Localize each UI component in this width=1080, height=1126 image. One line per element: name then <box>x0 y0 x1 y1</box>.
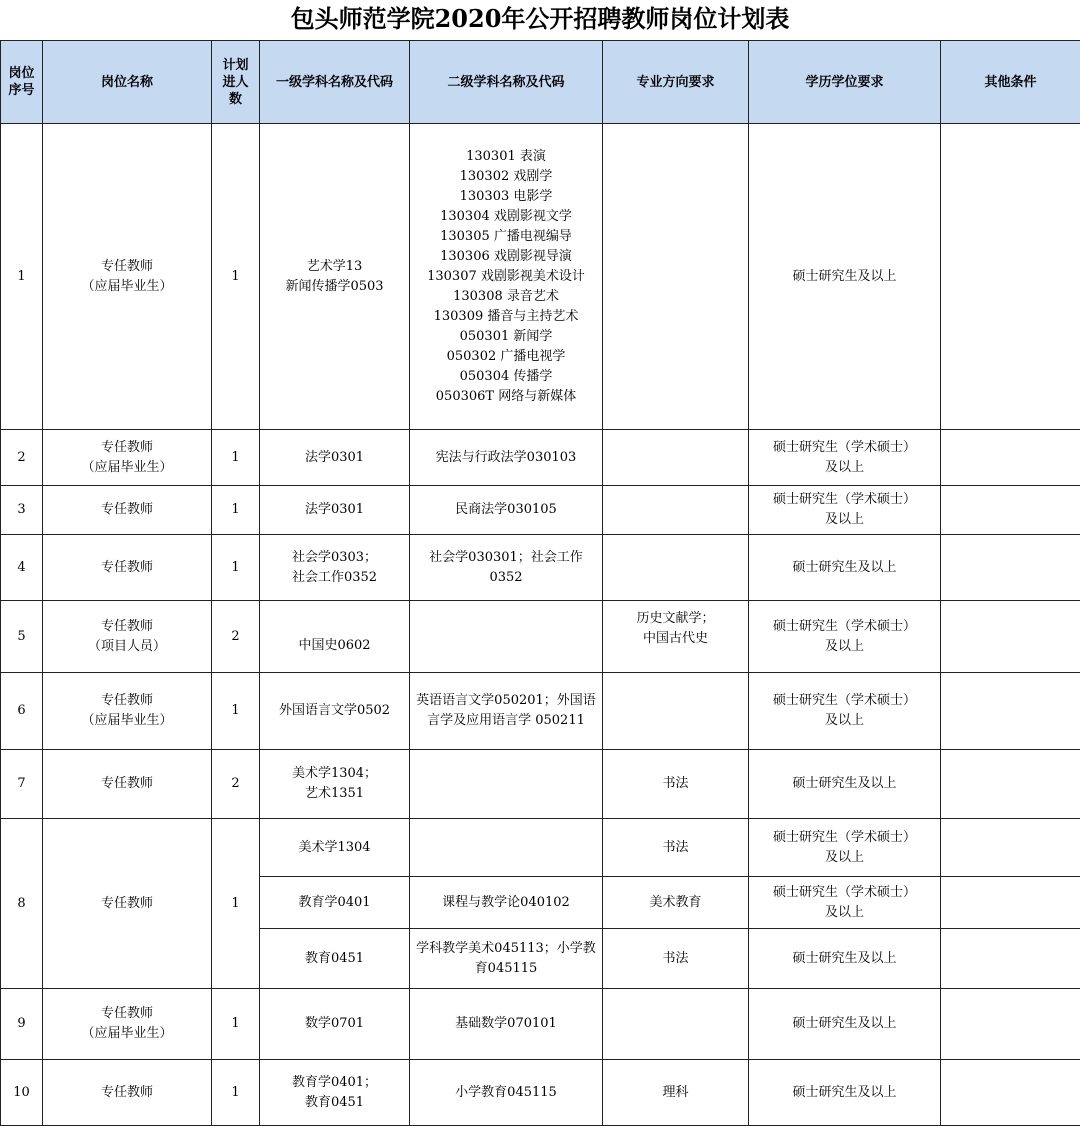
table-row <box>1 673 1080 750</box>
cell-major-requirement <box>603 989 749 1060</box>
cell-other-conditions <box>941 877 1080 929</box>
cell-post-name: 专任教师 <box>43 750 212 819</box>
cell-major-requirement: 书法 <box>603 819 749 877</box>
table-row <box>1 989 1080 1060</box>
cell-degree-requirement: 硕士研究生及以上 <box>749 750 941 819</box>
cell-seq: 9 <box>1 989 43 1060</box>
cell-seq: 6 <box>1 673 43 750</box>
cell-seq: 7 <box>1 750 43 819</box>
cell-other-conditions <box>941 929 1080 989</box>
table-row <box>1 750 1080 819</box>
cell-major-requirement <box>603 535 749 601</box>
page-title: 包头师范学院2020年公开招聘教师岗位计划表 <box>290 4 790 33</box>
cell-major-requirement: 书法 <box>603 750 749 819</box>
cell-post-name: 专任教师 <box>43 1060 212 1126</box>
cell-major-requirement <box>603 124 749 430</box>
cell-first-discipline: 艺术学13 新闻传播学0503 <box>260 124 410 430</box>
cell-post-name: 专任教师 （应届毕业生） <box>43 124 212 430</box>
header-degree-requirement: 学历学位要求 <box>749 41 941 124</box>
cell-post-name: 专任教师 <box>43 819 212 989</box>
cell-major-requirement <box>603 673 749 750</box>
header-row <box>1 41 1080 124</box>
table-row <box>1 535 1080 601</box>
cell-post-name: 专任教师 （应届毕业生） <box>43 430 212 486</box>
cell-second-discipline: 课程与教学论040102 <box>410 877 603 929</box>
cell-other-conditions <box>941 486 1080 535</box>
cell-post-name: 专任教师 （应届毕业生） <box>43 989 212 1060</box>
cell-degree-requirement: 硕士研究生（学术硕士） 及以上 <box>749 430 941 486</box>
cell-seq: 3 <box>1 486 43 535</box>
cell-plan-count: 1 <box>212 535 260 601</box>
cell-degree-requirement: 硕士研究生（学术硕士） 及以上 <box>749 601 941 673</box>
cell-major-requirement: 美术教育 <box>603 877 749 929</box>
cell-first-discipline: 法学0301 <box>260 430 410 486</box>
cell-first-discipline: 外国语言文学0502 <box>260 673 410 750</box>
cell-plan-count: 2 <box>212 750 260 819</box>
cell-degree-requirement: 硕士研究生（学术硕士） 及以上 <box>749 673 941 750</box>
header-seq: 岗位 序号 <box>1 41 43 124</box>
table-row <box>1 430 1080 486</box>
cell-other-conditions <box>941 601 1080 673</box>
cell-degree-requirement: 硕士研究生及以上 <box>749 929 941 989</box>
cell-second-discipline <box>410 750 603 819</box>
header-major-requirement: 专业方向要求 <box>603 41 749 124</box>
cell-other-conditions <box>941 1060 1080 1126</box>
cell-first-discipline: 美术学1304 <box>260 819 410 877</box>
cell-degree-requirement: 硕士研究生（学术硕士） 及以上 <box>749 486 941 535</box>
table-row <box>1 819 1080 877</box>
recruitment-plan-table <box>0 40 1080 1126</box>
table-row <box>1 486 1080 535</box>
cell-second-discipline: 英语语言文学050201；外国语 言学及应用语言学 050211 <box>410 673 603 750</box>
cell-other-conditions <box>941 124 1080 430</box>
cell-other-conditions <box>941 989 1080 1060</box>
cell-second-discipline: 社会学030301；社会工作0352 <box>410 535 603 601</box>
cell-major-requirement <box>603 486 749 535</box>
cell-first-discipline: 数学0701 <box>260 989 410 1060</box>
cell-seq: 1 <box>1 124 43 430</box>
cell-other-conditions <box>941 673 1080 750</box>
cell-second-discipline: 民商法学030105 <box>410 486 603 535</box>
cell-major-requirement: 理科 <box>603 1060 749 1126</box>
header-first-discipline: 一级学科名称及代码 <box>260 41 410 124</box>
cell-second-discipline: 学科教学美术045113；小学教 育045115 <box>410 929 603 989</box>
cell-first-discipline: 教育0451 <box>260 929 410 989</box>
cell-second-discipline: 宪法与行政法学030103 <box>410 430 603 486</box>
cell-plan-count: 1 <box>212 819 260 989</box>
cell-degree-requirement: 硕士研究生（学术硕士） 及以上 <box>749 877 941 929</box>
cell-major-requirement: 书法 <box>603 929 749 989</box>
cell-plan-count: 1 <box>212 486 260 535</box>
cell-other-conditions <box>941 819 1080 877</box>
cell-seq: 2 <box>1 430 43 486</box>
cell-second-discipline: 130301 表演 130302 戏剧学 130303 电影学 130304 戏剧影视文学 130305 广播电视编导 130306 戏剧影视导演 130307 戏剧影视美术设计 130308 录音艺术 130309 播音与主持艺术 050301 新闻学 050302 广播电视学 050304 传播学 050306T 网络与新媒体 <box>410 124 603 430</box>
cell-first-discipline: 美术学1304； 艺术1351 <box>260 750 410 819</box>
header-second-discipline: 二级学科名称及代码 <box>410 41 603 124</box>
cell-major-requirement <box>603 430 749 486</box>
table-row <box>1 1060 1080 1126</box>
cell-degree-requirement: 硕士研究生及以上 <box>749 1060 941 1126</box>
cell-post-name: 专任教师 （应届毕业生） <box>43 673 212 750</box>
cell-post-name: 专任教师 （项目人员） <box>43 601 212 673</box>
cell-plan-count: 2 <box>212 601 260 673</box>
cell-degree-requirement: 硕士研究生及以上 <box>749 989 941 1060</box>
cell-seq: 8 <box>1 819 43 989</box>
cell-second-discipline <box>410 819 603 877</box>
cell-second-discipline: 小学教育045115 <box>410 1060 603 1126</box>
cell-plan-count: 1 <box>212 430 260 486</box>
cell-seq: 10 <box>1 1060 43 1126</box>
cell-plan-count: 1 <box>212 673 260 750</box>
cell-seq: 5 <box>1 601 43 673</box>
cell-degree-requirement: 硕士研究生及以上 <box>749 124 941 430</box>
cell-first-discipline: 法学0301 <box>260 486 410 535</box>
cell-first-discipline: 社会学0303； 社会工作0352 <box>260 535 410 601</box>
cell-post-name: 专任教师 <box>43 486 212 535</box>
cell-plan-count: 1 <box>212 124 260 430</box>
cell-seq: 4 <box>1 535 43 601</box>
cell-second-discipline: 基础数学070101 <box>410 989 603 1060</box>
cell-other-conditions <box>941 535 1080 601</box>
header-other-conditions: 其他条件 <box>941 41 1080 124</box>
cell-degree-requirement: 硕士研究生及以上 <box>749 535 941 601</box>
cell-plan-count: 1 <box>212 1060 260 1126</box>
cell-second-discipline <box>410 601 603 673</box>
cell-first-discipline: 中国史0602 <box>260 601 410 673</box>
table-row <box>1 124 1080 430</box>
cell-degree-requirement: 硕士研究生（学术硕士） 及以上 <box>749 819 941 877</box>
header-plan-count: 计划 进人 数 <box>212 41 260 124</box>
cell-first-discipline: 教育学0401； 教育0451 <box>260 1060 410 1126</box>
cell-other-conditions <box>941 430 1080 486</box>
table-row <box>1 601 1080 673</box>
cell-plan-count: 1 <box>212 989 260 1060</box>
header-post-name: 岗位名称 <box>43 41 212 124</box>
cell-other-conditions <box>941 750 1080 819</box>
cell-post-name: 专任教师 <box>43 535 212 601</box>
cell-first-discipline: 教育学0401 <box>260 877 410 929</box>
cell-major-requirement: 历史文献学； 中国古代史 <box>603 601 749 673</box>
